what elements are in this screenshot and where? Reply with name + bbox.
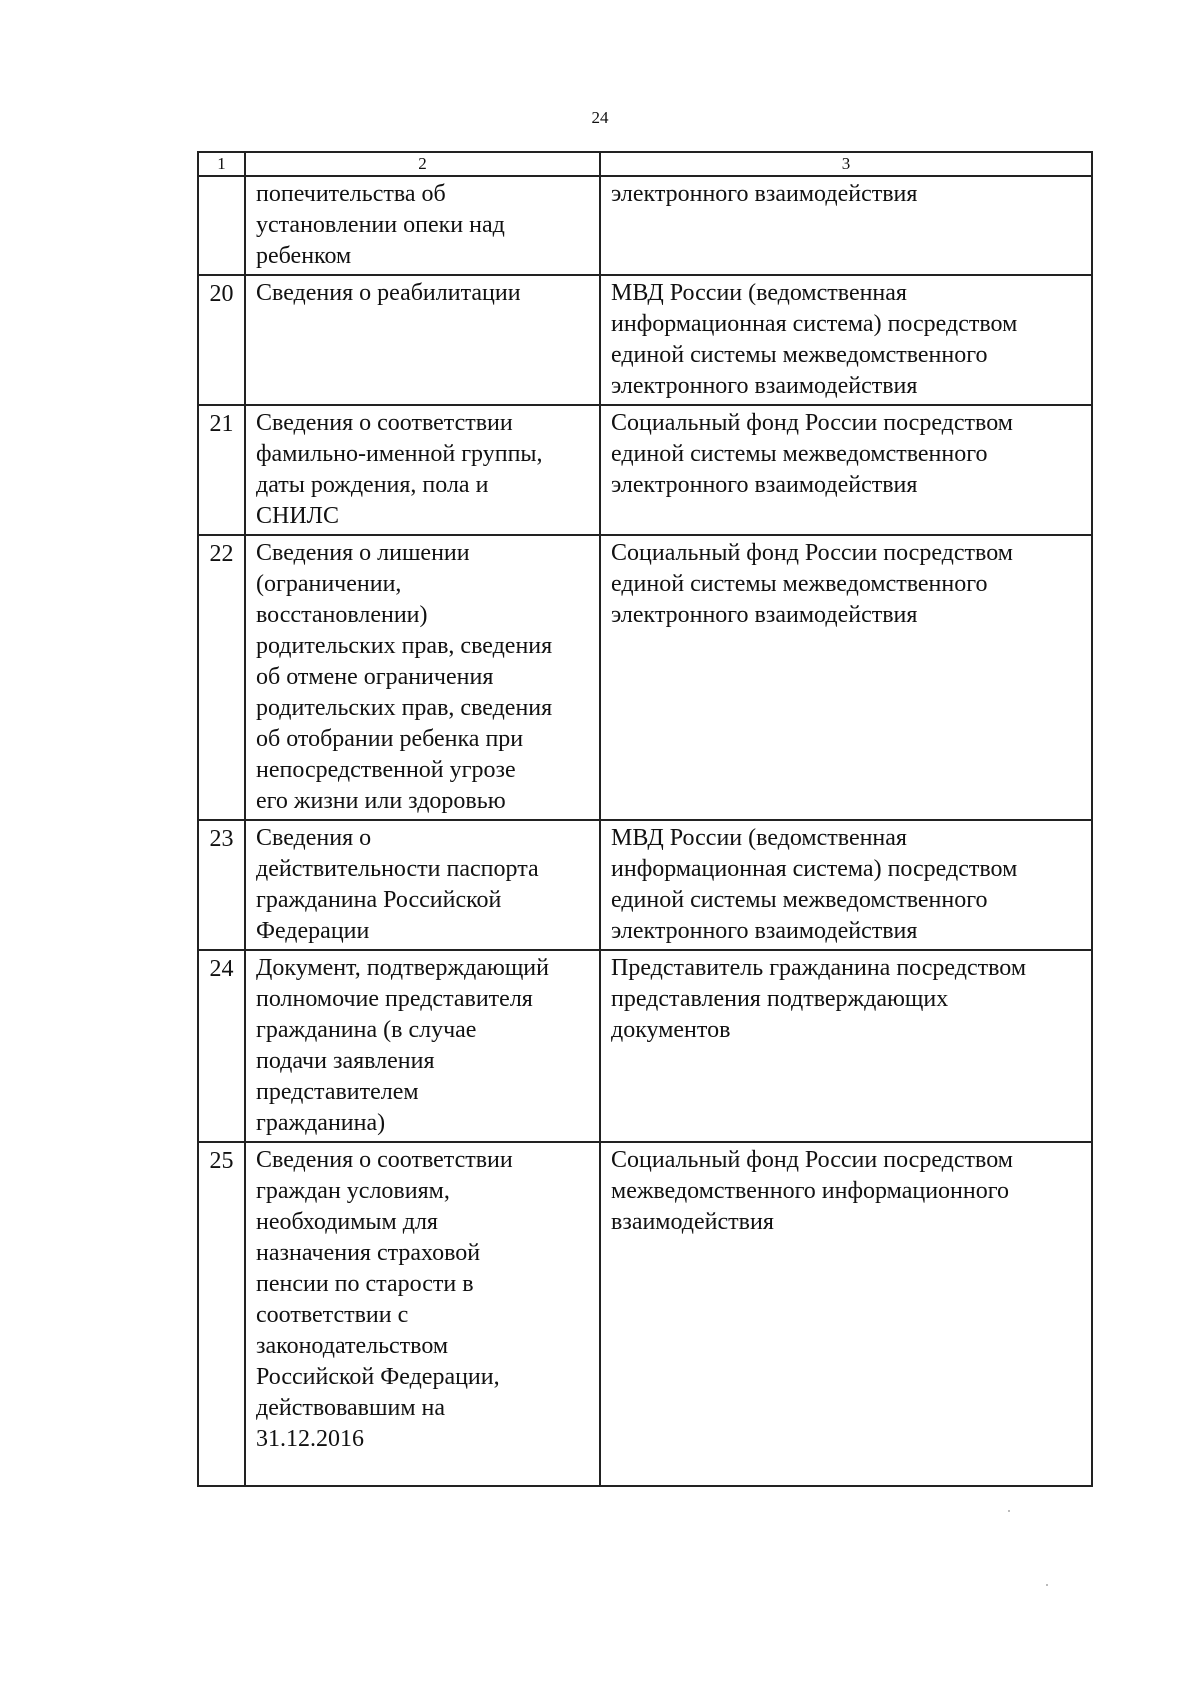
column-header: 3 — [600, 152, 1092, 176]
source-cell: Представитель гражданина посредством представления подтверждающих документов — [600, 950, 1092, 1142]
info-cell: Сведения о соответствии фамильно-именной группы, даты рождения, пола и СНИЛС — [245, 405, 600, 535]
table-header-row — [198, 152, 1092, 176]
table-row — [198, 820, 1092, 950]
scan-speck — [1046, 1584, 1048, 1586]
page-number: 24 — [591, 108, 609, 127]
scan-speck — [1008, 1510, 1010, 1512]
table-row — [198, 405, 1092, 535]
info-cell: Сведения о реабилитации — [245, 275, 600, 405]
source-cell: Социальный фонд России посредством межведомственного информационного взаимодействия — [600, 1142, 1092, 1486]
info-cell: Сведения о лишении (ограничении, восстановлении) родительских прав, сведения об отмене ограничения родительских прав, сведения об отобрании ребенка при непосредственной угрозе его жизни или здоровью — [245, 535, 600, 820]
info-cell: попечительства об установлении опеки над ребенком — [245, 176, 600, 275]
column-header: 2 — [245, 152, 600, 176]
row-number: 25 — [198, 1142, 245, 1486]
row-number: 20 — [198, 275, 245, 405]
row-number: 21 — [198, 405, 245, 535]
source-cell: Социальный фонд России посредством единой системы межведомственного электронного взаимодействия — [600, 535, 1092, 820]
table-row — [198, 176, 1092, 275]
column-header: 1 — [198, 152, 245, 176]
table-row — [198, 1142, 1092, 1486]
row-number: 22 — [198, 535, 245, 820]
row-number: 23 — [198, 820, 245, 950]
source-cell: МВД России (ведомственная информационная система) посредством единой системы межведомственного электронного взаимодействия — [600, 275, 1092, 405]
document-table — [197, 151, 1093, 1487]
table-row — [198, 535, 1092, 820]
info-cell: Документ, подтверждающий полномочие представителя гражданина (в случае подачи заявления представителем гражданина) — [245, 950, 600, 1142]
row-number — [198, 176, 245, 275]
info-cell: Сведения о действительности паспорта гражданина Российской Федерации — [245, 820, 600, 950]
info-cell: Сведения о соответствии граждан условиям, необходимым для назначения страховой пенсии по старости в соответствии с законодательством Российской Федерации, действовавшим на 31.12.2016 — [245, 1142, 600, 1486]
table-row — [198, 275, 1092, 405]
source-cell: МВД России (ведомственная информационная система) посредством единой системы межведомственного электронного взаимодействия — [600, 820, 1092, 950]
row-number: 24 — [198, 950, 245, 1142]
source-cell: электронного взаимодействия — [600, 176, 1092, 275]
source-cell: Социальный фонд России посредством единой системы межведомственного электронного взаимодействия — [600, 405, 1092, 535]
table-row — [198, 950, 1092, 1142]
